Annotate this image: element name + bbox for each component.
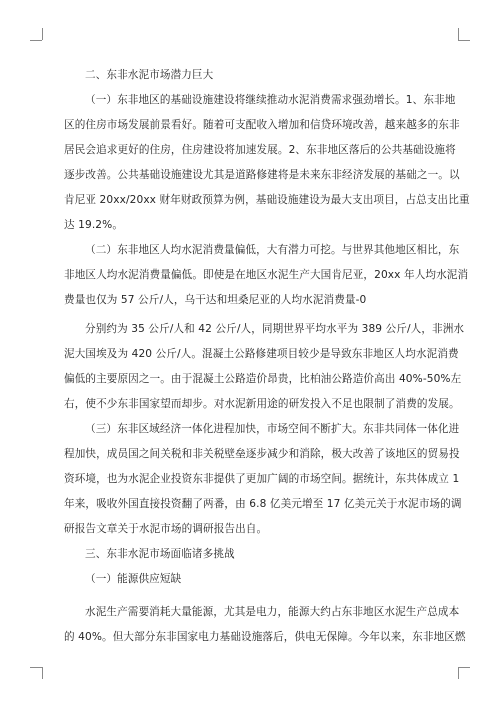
paragraph-line: 水泥生产需要消耗大量能源，尤其是电力，能源大约占东非地区水泥生产总成本 (85, 606, 460, 618)
paragraph-line: 研报告文章关于水泥市场的调研报告出自。 (64, 523, 268, 535)
paragraph-line: 逐步改善。公共基础设施建设尤其是道路修建将是未来东非经济发展的基础之一。以 (64, 169, 460, 181)
paragraph-line: 资环境，也为水泥企业投资东非提供了更加广阔的市场空间。据统计，东共体成立 1 (64, 473, 460, 485)
crop-mark-bottom-right-v (458, 667, 459, 679)
subsection-heading: （一）能源供应短缺 (85, 573, 182, 585)
crop-mark-top-left-v (42, 28, 43, 40)
crop-mark-bottom-left-h (30, 667, 42, 668)
section-heading: 二、东非水泥市场潜力巨大 (85, 69, 214, 81)
crop-mark-bottom-right-h (458, 667, 470, 668)
crop-mark-bottom-left-v (42, 667, 43, 679)
paragraph-line: 费量也仅为 57 公斤/人，乌干达和坦桑尼亚的人均水泥消费量-0 (64, 294, 367, 306)
crop-mark-top-left-h (30, 40, 42, 41)
paragraph-line: 居民会追求更好的住房，住房建设将加速发展。2、东非地区落后的公共基础设施将 (64, 144, 456, 156)
paragraph-line: 偏低的主要原因之一。由于混凝土公路造价昂贵，比柏油公路造价高出 40%-50%左 (64, 373, 462, 385)
paragraph-line: 非地区人均水泥消费量偏低。即使是在地区水泥生产大国肯尼亚，20xx 年人均水泥消 (64, 269, 469, 281)
paragraph-line: 泥大国埃及为 420 公斤/人。混凝土公路修建项目较少是导致东非地区人均水泥消费 (64, 348, 459, 360)
paragraph-line: （三）东非区域经济一体化进程加快，市场空间不断扩大。东非共同体一体化进 (85, 423, 460, 435)
paragraph-line: 右，使不少东非国家望而却步。对水泥新用途的研发投入不足也限制了消费的发展。 (64, 398, 460, 410)
paragraph-line: （一）东非地区的基础设施建设将继续推动水泥消费需求强劲增长。1、东非地 (85, 94, 456, 106)
paragraph-line: 程加快，成员国之间关税和非关税壁垒逐步减少和消除，极大改善了该地区的贸易投 (64, 448, 460, 460)
paragraph-line: 区的住房市场发展前景看好。随着可支配收入增加和信贷环境改善，越来越多的东非 (64, 119, 460, 131)
crop-mark-top-right-v (458, 28, 459, 40)
section-heading: 三、东非水泥市场面临诸多挑战 (85, 548, 235, 560)
paragraph-line: （二）东非地区人均水泥消费量偏低，大有潜力可挖。与世界其他地区相比，东 (85, 244, 460, 256)
paragraph-line: 的 40%。但大部分东非国家电力基础设施落后，供电无保障。今年以来，东非地区燃 (64, 631, 466, 643)
paragraph-line: 肯尼亚 20xx/20xx 财年财政预算为例，基础设施建设为最大支出项目，占总支出比重 (64, 194, 470, 206)
crop-mark-top-right-h (458, 40, 470, 41)
paragraph-line: 达 19.2%。 (64, 219, 124, 231)
paragraph-line: 分别约为 35 公斤/人和 42 公斤/人，同期世界平均水平为 389 公斤/人，非洲水 (85, 323, 465, 335)
paragraph-line: 年来，吸收外国直接投资翻了两番，由 6.8 亿美元增至 17 亿美元关于水泥市场的调 (64, 498, 462, 510)
